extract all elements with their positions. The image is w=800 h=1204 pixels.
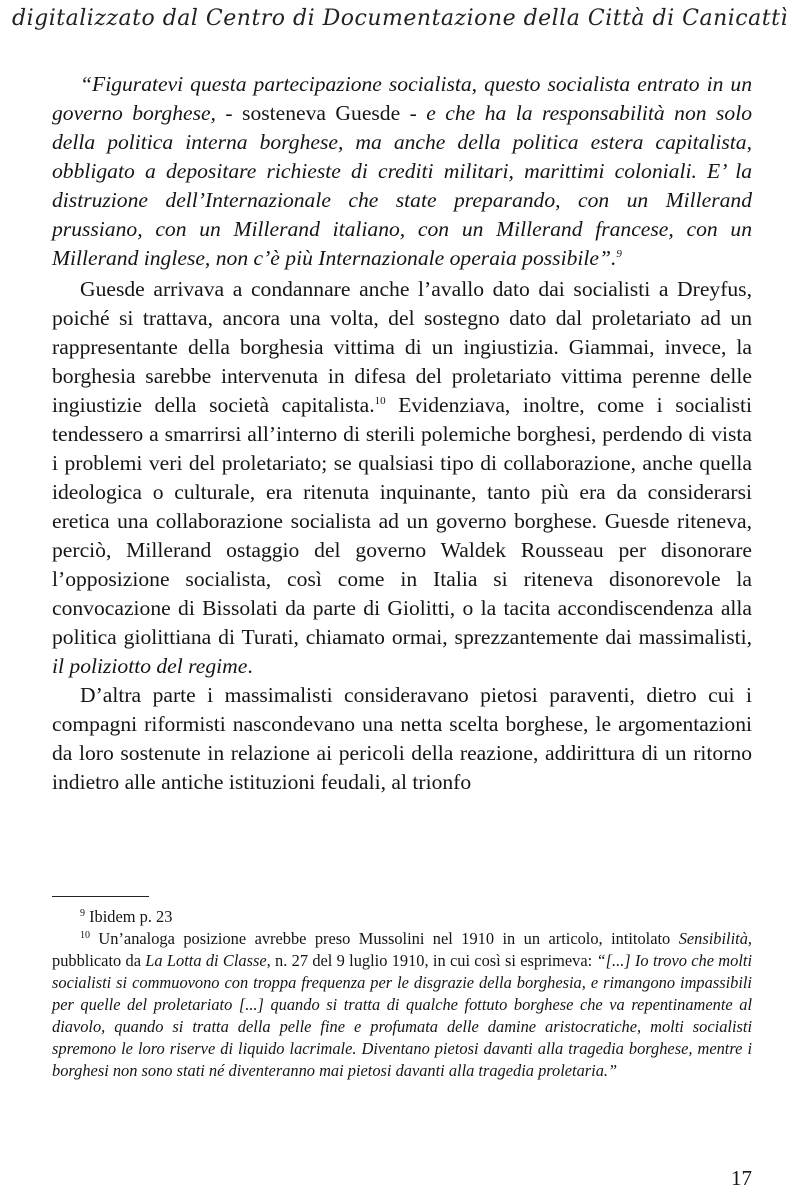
footnote-10-mussolini-quote: “[...] Io trovo che molti socialisti si commuovono con troppa frequenza per le disgrazie della borghesia, e rimangono impassibili per quelle del proletariato [...] quando si tratta di qualche fottuto borghese che va repentinamente al diavolo, quando si tratta della pelle fine e profumata delle damine aristocratiche, molti socialisti spremono le loro riserve di liquido lacrimale. Diventano pietosi davanti alla tragedia borghese, mentre i borghesi non sono stati né diventeranno mai pietosi davanti alla tragedia proletaria.” bbox=[52, 951, 752, 1080]
footnote-9-number: 9 bbox=[80, 908, 85, 919]
paragraph-massimalisti: D’altra parte i massimalisti consideravano pietosi paraventi, dietro cui i compagni riformisti nascondevano una netta scelta borghese, le argomentazioni da loro sostenute in relazione ai pericoli della reazione, addirittura di un ritorno indietro alle antiche istituzioni feudali, al trionfo bbox=[52, 683, 752, 794]
quote-part-1: “Figuratevi questa partecipazione socialista, questo socialista entrato in un governo borghese, bbox=[52, 72, 752, 125]
footnote-10-number: 10 bbox=[80, 930, 90, 941]
footnote-10-article-title: Sensibilità, bbox=[678, 929, 752, 948]
footnote-9-text: Ibidem p. 23 bbox=[85, 907, 173, 926]
paragraph-1-text-b: Evidenziava, inoltre, come i socialisti tendessero a smarrirsi all’interno di sterili polemiche borghesi, perdendo di vista i problemi veri del proletariato; se qualsiasi tipo di collaborazione, anche quella ideologica o culturale, era ritenuta inquinante, tanto più era da considerarsi eretica una collaborazione socialista ad un governo borghese. Guesde riteneva, perciò, Millerand ostaggio del governo Waldek Rousseau per disonorare l’opposizione socialista, così come in Italia si riteneva disonorevole la convocazione di Bissolati da parte di Giolitti, o la tacita accondiscendenza alla politica giolittiana di Turati, chiamato ormai, sprezzantemente dai massimalisti, bbox=[52, 393, 752, 649]
paragraph-1-italic-phrase: il poliziotto del regime bbox=[52, 654, 248, 678]
footnote-ref-9: 9 bbox=[616, 248, 622, 260]
page-number: 17 bbox=[731, 1166, 752, 1190]
paragraph-1-text-a: Guesde arrivava a condannare anche l’avallo dato dai socialisti a Dreyfus, poiché si trattava, ancora una volta, del sostegno dato dal proletariato ad un rappresentante della borghesia vittima di un ingiustizia. Giammai, invece, la borghesia sarebbe intervenuta in difesa del proletariato vittima perenne delle ingiustizie della società capitalista. bbox=[52, 277, 752, 417]
paragraph-guesde-dreyfus bbox=[52, 275, 752, 681]
footnote-10-text-b: pubblicato da bbox=[52, 951, 146, 970]
paragraph-1-end: . bbox=[247, 654, 253, 678]
body-text bbox=[52, 70, 752, 797]
footnote-separator bbox=[52, 896, 149, 897]
footnote-10-journal-title: La Lotta di Classe bbox=[145, 951, 267, 970]
footnote-9 bbox=[52, 906, 752, 928]
footnote-ref-10: 10 bbox=[374, 395, 386, 407]
footnote-10-text-a: Un’analoga posizione avrebbe preso Mussolini nel 1910 in un articolo, intitolato bbox=[90, 929, 679, 948]
digitization-watermark: digitalizzato dal Centro di Documentazione della Città di Canicattì bbox=[12, 6, 788, 31]
quote-attribution: - sosteneva Guesde - bbox=[215, 101, 427, 125]
footnotes bbox=[52, 906, 752, 1082]
quote-part-3: e che ha la responsabilità non solo della politica interna borghese, ma anche della politica estera capitalista, obbligato a depositare richieste di crediti militari, marittimi coloniali. E’ la distruzione dell’Internazionale che state preparando, con un Millerand prussiano, con un Millerand italiano, con un Millerand francese, con un Millerand inglese, non c’è più Internazionale operaia possibile”. bbox=[52, 101, 752, 270]
footnote-10 bbox=[52, 928, 752, 1082]
guesde-quote-paragraph bbox=[52, 70, 752, 273]
footnote-10-text-c: , n. 27 del 9 luglio 1910, in cui così si esprimeva: bbox=[266, 951, 597, 970]
